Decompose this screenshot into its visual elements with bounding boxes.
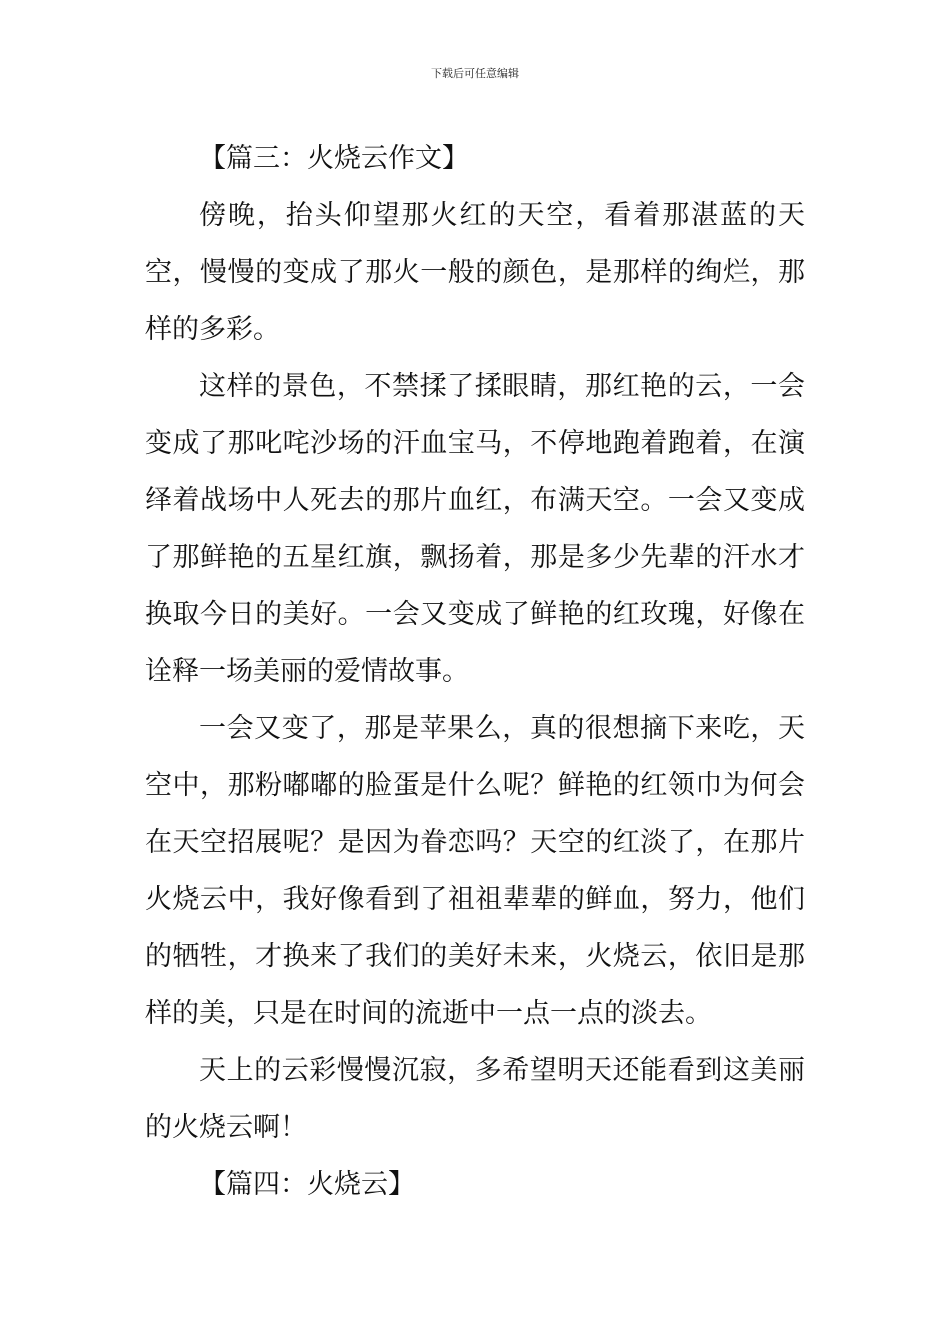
document-body: [145, 130, 805, 1213]
page-header-note: 下载后可任意编辑: [431, 67, 519, 80]
body-paragraph-3: 一会又变了，那是苹果么，真的很想摘下来吃，天空中，那粉嘟嘟的脸蛋是什么呢？鲜艳的红领巾为何会在天空招展呢？是因为眷恋吗？天空的红淡了，在那片火烧云中，我好像看到了祖祖辈辈的鲜血，努力，他们的牺牲，才换来了我们的美好未来，火烧云，依旧是那样的美，只是在时间的流逝中一点一点的淡去。: [145, 713, 805, 1029]
body-paragraph-4: 天上的云彩慢慢沉寂，多希望明天还能看到这美丽的火烧云啊！: [145, 1055, 805, 1143]
section-heading-part-three: 【篇三：火烧云作文】: [199, 143, 469, 174]
section-heading-part-four: 【篇四：火烧云】: [199, 1169, 415, 1200]
body-paragraph-1: 傍晚，抬头仰望那火红的天空，看着那湛蓝的天空，慢慢的变成了那火一般的颜色，是那样的绚烂，那样的多彩。: [145, 200, 805, 345]
body-paragraph-2: 这样的景色，不禁揉了揉眼睛，那红艳的云，一会变成了那叱咤沙场的汗血宝马，不停地跑着跑着，在演绎着战场中人死去的那片血红，布满天空。一会又变成了那鲜艳的五星红旗，飘扬着，那是多少先辈的汗水才换取今日的美好。一会又变成了鲜艳的红玫瑰，好像在诠释一场美丽的爱情故事。: [145, 371, 805, 687]
